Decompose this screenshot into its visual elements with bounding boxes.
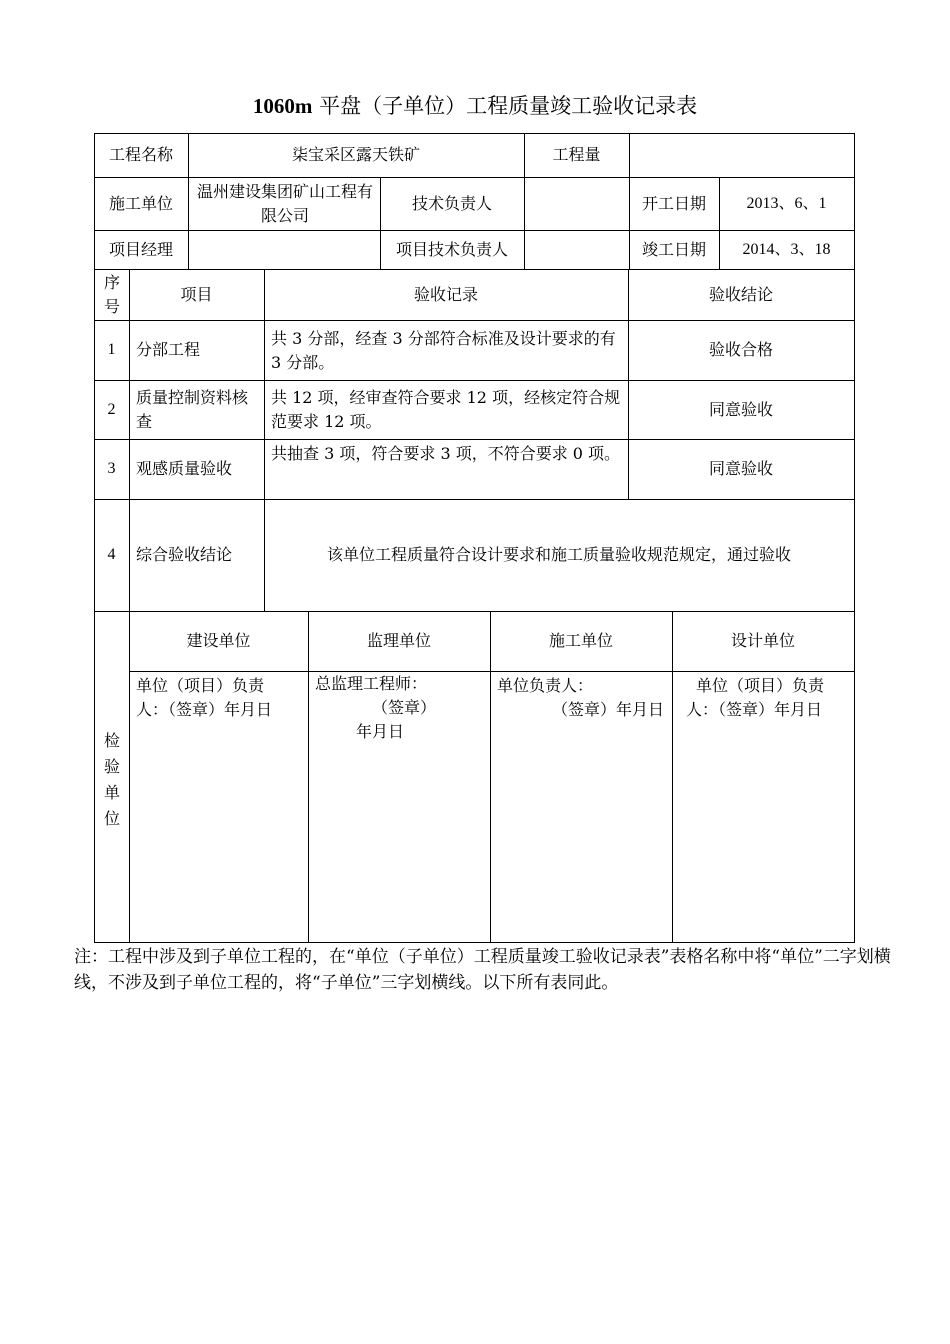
quantity-value	[629, 133, 854, 177]
project-name-value: 柒宝采区露天铁矿	[291, 145, 420, 164]
tech-lead-label: 技术负责人	[411, 193, 492, 213]
sign-line: 单位负责人：	[497, 676, 594, 695]
row-item: 质量控制资料核查	[136, 387, 249, 431]
row-no: 4	[107, 546, 116, 563]
pm-value	[188, 230, 380, 269]
row-no: 1	[107, 341, 116, 358]
sign-line: 总监理工程师：	[315, 674, 428, 693]
sign-line: （签章）	[372, 698, 437, 717]
row-no: 3	[107, 460, 116, 477]
sign-line: （签章）年月日	[552, 700, 665, 719]
col-conclusion-header: 验收结论	[708, 284, 773, 304]
col-item-header: 项目	[180, 284, 213, 304]
col-no-header: 序号	[103, 272, 120, 316]
footnote: 注：工程中涉及到子单位工程的，在“单位（子单位）工程质量竣工验收记录表”表格名称中将“单位”二字划横线，不涉及到子单位工程的，将“子单位”三字划横线。以下所有表同此。	[74, 947, 891, 993]
row-record: 共抽查 3 项，符合要求 3 项，不符合要求 0 项。	[271, 444, 621, 463]
contractor-value: 温州建设集团矿山工程有限公司	[196, 181, 373, 225]
project-name-label: 工程名称	[108, 145, 173, 164]
start-date-value: 2013、6、1	[746, 194, 827, 212]
row-record: 共 12 项，经审查符合要求 12 项，经核定符合规范要求 12 项。	[271, 388, 621, 431]
unit-designer-name: 设计单位	[730, 631, 795, 650]
unit-owner-name: 建设单位	[186, 631, 251, 650]
sign-line: 人：（签章）年月日	[686, 700, 823, 719]
row-item: 综合验收结论	[136, 545, 233, 564]
unit-supervisor-name: 监理单位	[366, 631, 431, 650]
sign-line: 单位（项目）负责	[696, 676, 825, 695]
start-date-label: 开工日期	[641, 193, 706, 213]
tech-lead-value	[524, 177, 629, 230]
row-conclusion: 验收合格	[708, 340, 773, 359]
unit-contractor-name: 施工单位	[548, 631, 613, 650]
overall-conclusion: 该单位工程质量符合设计要求和施工质量验收规范规定，通过验收	[326, 545, 791, 564]
row-item: 观感质量验收	[136, 459, 233, 478]
col-record-header: 验收记录	[413, 284, 478, 304]
completion-date-value: 2014、3、18	[742, 240, 831, 258]
sign-line: 人：（签章）年月日	[136, 700, 273, 719]
row-item: 分部工程	[136, 340, 201, 359]
contractor-label: 施工单位	[108, 193, 173, 213]
row-conclusion: 同意验收	[708, 459, 773, 478]
row-conclusion: 同意验收	[708, 399, 773, 419]
page-title: 1060m 平盘（子单位）工程质量竣工验收记录表	[252, 94, 698, 118]
row-no: 2	[107, 400, 116, 418]
completion-date-label: 竣工日期	[641, 239, 706, 259]
inspection-label: 检验单位	[103, 731, 120, 828]
pm-label: 项目经理	[108, 239, 173, 259]
sign-line: 单位（项目）负责	[136, 676, 265, 695]
quantity-label: 工程量	[552, 145, 601, 164]
project-tech-lead-label: 项目技术负责人	[395, 239, 508, 259]
project-tech-lead-value	[524, 230, 629, 269]
sign-line: 年月日	[356, 722, 405, 741]
row-record: 共 3 分部，经查 3 分部符合标准及设计要求的有 3 分部。	[271, 329, 616, 372]
